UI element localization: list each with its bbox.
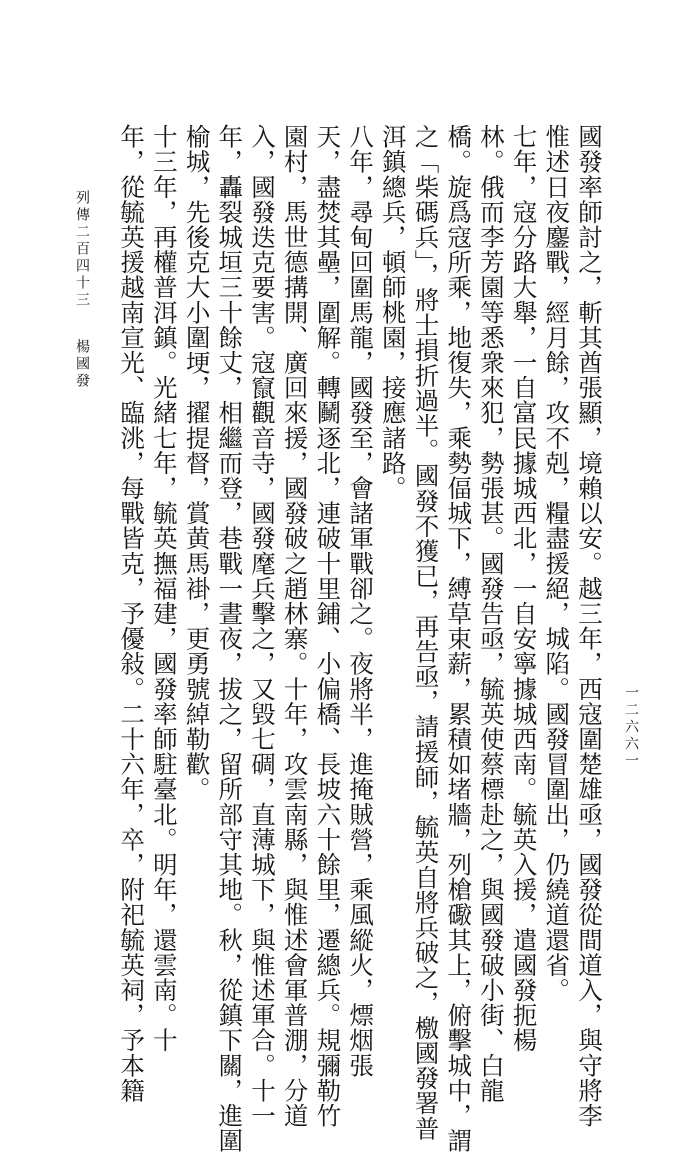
text-column: 洱鎮總兵，頓師桃園，接應諸路。 xyxy=(378,124,408,501)
text-column: 林。俄而李芳園等悉衆來犯，勢張甚。國發告亟，毓英使蔡標赴之，與國發破小街、白龍 xyxy=(476,124,506,1103)
text-column: 國發率師討之，斬其酋張顯，境賴以安。越三年，西寇圍楚雄亟，國發從間道入，與守將李 xyxy=(575,124,604,1128)
body-text xyxy=(114,124,605,1153)
running-header-chapter: 列傳二百四十三 xyxy=(74,190,90,309)
text-column: 年，轟裂城垣三十餘丈，相繼而登，巷戰一晝夜，拔之，留所部守其地。秋，從鎮下關，進圍 xyxy=(215,124,245,1153)
text-column: 七年，寇分路大舉，一自富民據城西北，一自安寧據城西南。毓英入援，遣國發扼楊 xyxy=(509,124,539,1053)
page-number: 一二六六一 xyxy=(623,685,639,770)
text-column: 惟述日夜鏖戰，經月餘，攻不剋，糧盡援絕，城陷。國發冒圍出，仍繞道還省。 xyxy=(542,124,572,1003)
text-column: 之「柴碼兵」，將士損折過半。國發不獲已，再告亟，請援師，毓英自將兵破之，檄國發署普 xyxy=(411,124,441,1141)
text-column: 八年，尋甸回圍馬龍，國發至，會諸軍戰卻之。夜將半，進掩賊營，乘風縱火，熛烟張 xyxy=(346,124,376,1078)
text-column: 入，國發迭克要害。寇竄觀音寺，國發麾兵擊之，又毀七碉，直薄城下，與惟述軍合。十一 xyxy=(247,124,277,1128)
text-column: 年，從毓英援越南宣光、臨洮，每戰皆克，予優敍。二十六年，卒，附祀毓英祠，予本籍 xyxy=(117,124,147,1103)
running-header xyxy=(72,190,92,390)
text-column: 天，盡焚其壘，圍解。轉鬭逐北，連破十里鋪、小偏橋、長坡六十餘里，遷總兵。規彌勒竹 xyxy=(313,124,343,1128)
text-column: 橋。旋爲寇所乘，地復失，乘勢偪城下，縛草束薪，累積如堵牆，列槍礮其上，俯擊城中，謂 xyxy=(444,124,474,1153)
text-column: 十三年，再權普洱鎮。光緒七年，毓英撫福建，國發率師駐臺北。明年，還雲南。十 xyxy=(149,124,179,1053)
running-header-subject: 楊國發 xyxy=(74,339,90,390)
text-column: 園村，馬世德搆開、廣回來援，國發破之趙林寨。十年，攻雲南縣，與惟述會軍普淜，分道 xyxy=(280,124,310,1128)
text-column: 榆城，先後克大小圍埂，擢提督，賞黄馬褂，更勇號綽勒歡。 xyxy=(182,124,212,802)
